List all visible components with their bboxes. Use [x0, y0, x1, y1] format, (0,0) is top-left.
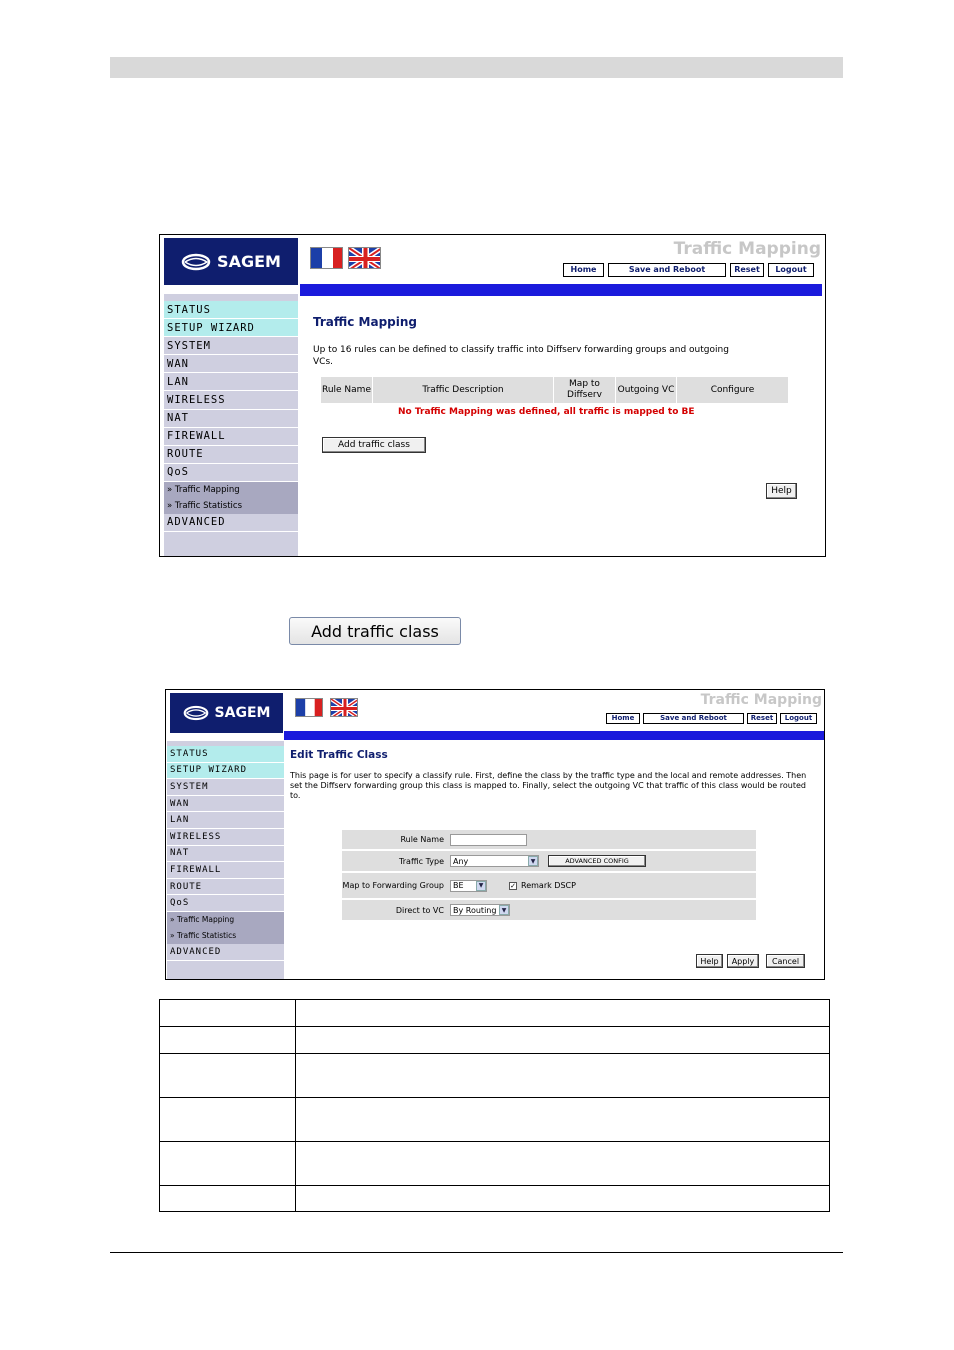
col-rule-name: Rule Name — [321, 377, 373, 404]
direct-to-vc-select[interactable] — [450, 904, 510, 916]
form-row-direct-vc — [342, 900, 756, 920]
sidebar — [167, 741, 284, 980]
table-row — [160, 1142, 830, 1186]
map-forwarding-group-label: Map to Forwarding Group — [342, 881, 444, 890]
remark-dscp-label: Remark DSCP — [521, 881, 576, 890]
sidebar — [164, 294, 298, 556]
header-blue-bar — [284, 731, 824, 740]
remark-dscp-option — [509, 881, 576, 890]
french-flag-icon[interactable] — [310, 247, 343, 269]
rule-name-label: Rule Name — [400, 835, 444, 844]
main-content — [290, 749, 820, 801]
sidebar-item-wan[interactable]: WAN — [164, 355, 298, 373]
logout-button[interactable]: Logout — [768, 263, 814, 277]
col-outgoing-vc: Outgoing VC — [616, 377, 677, 404]
uk-flag-icon[interactable] — [330, 698, 358, 717]
sidebar-item-traffic-statistics[interactable]: » Traffic Statistics — [164, 498, 298, 514]
sagem-logo[interactable] — [164, 238, 298, 285]
top-nav — [563, 263, 814, 277]
sidebar-item-route[interactable]: ROUTE — [164, 446, 298, 464]
col-configure: Configure — [677, 377, 789, 404]
sidebar-item-route[interactable]: ROUTE — [167, 879, 284, 896]
content-description: Up to 16 rules can be defined to classify traffic into Diffserv forwarding groups and outgoing VCs. — [313, 345, 729, 367]
sidebar-item-setup-wizard[interactable]: SETUP WIZARD — [167, 763, 284, 780]
sidebar-item-wan[interactable]: WAN — [167, 796, 284, 813]
sidebar-item-traffic-mapping[interactable]: » Traffic Mapping — [164, 482, 298, 498]
home-button[interactable]: Home — [563, 263, 604, 277]
home-button[interactable]: Home — [606, 713, 640, 724]
form-row-traffic-type — [342, 851, 756, 873]
content-heading: Traffic Mapping — [313, 315, 418, 329]
sidebar-item-system[interactable]: SYSTEM — [164, 337, 298, 355]
sidebar-item-wireless[interactable]: WIRELESS — [167, 829, 284, 846]
sidebar-item-wireless[interactable]: WIRELESS — [164, 391, 298, 409]
traffic-type-label: Traffic Type — [399, 856, 444, 866]
sidebar-item-traffic-mapping[interactable]: » Traffic Mapping — [167, 912, 284, 928]
sagem-logo[interactable] — [170, 693, 283, 733]
sidebar-item-system[interactable]: SYSTEM — [167, 779, 284, 796]
sidebar-item-advanced[interactable]: ADVANCED — [167, 944, 284, 961]
advanced-config-button[interactable]: ADVANCED CONFIG — [548, 855, 646, 867]
page-footer-rule — [110, 1252, 843, 1253]
reset-button[interactable]: Reset — [730, 263, 764, 277]
reset-button[interactable]: Reset — [747, 713, 777, 724]
edit-traffic-class-form — [342, 830, 756, 920]
logout-button[interactable]: Logout — [780, 713, 817, 724]
table-row — [160, 1000, 830, 1027]
content-heading: Edit Traffic Class — [290, 749, 388, 761]
traffic-mapping-screenshot — [159, 234, 826, 557]
sagem-logo-icon — [181, 253, 211, 271]
brand-name: SAGEM — [217, 252, 281, 271]
edit-traffic-class-screenshot — [165, 689, 825, 980]
save-reboot-button[interactable]: Save and Reboot — [643, 713, 744, 724]
content-description: This page is for user to specify a classify rule. First, define the class by the traffic type and the local and remote addresses. Then set the Diffserv forwarding group this class is mapped to. Finally, select the outgoing VC that traffic of this class would be routed to. — [290, 771, 807, 800]
page-title: Traffic Mapping — [673, 239, 821, 259]
sidebar-item-firewall[interactable]: FIREWALL — [164, 428, 298, 446]
table-row — [160, 1098, 830, 1142]
sidebar-item-nat[interactable]: NAT — [164, 410, 298, 428]
sidebar-item-lan[interactable]: LAN — [164, 373, 298, 391]
table-row — [160, 1186, 830, 1212]
form-row-rule-name — [342, 830, 756, 851]
sagem-logo-icon — [183, 705, 209, 721]
save-reboot-button[interactable]: Save and Reboot — [608, 263, 726, 277]
forwarding-group-value: BE — [453, 881, 464, 890]
chevron-down-icon: ▼ — [499, 905, 509, 915]
remark-dscp-checkbox[interactable]: ✓ — [510, 881, 516, 890]
forwarding-group-select[interactable] — [450, 880, 487, 892]
direct-to-vc-value: By Routing — [453, 905, 497, 915]
traffic-rules-table — [320, 376, 789, 404]
help-button[interactable]: Help — [696, 954, 723, 968]
no-mapping-warning: No Traffic Mapping was defined, all traffic is mapped to BE — [398, 407, 695, 417]
form-row-forwarding-group — [342, 873, 756, 900]
sidebar-item-status[interactable]: STATUS — [164, 301, 298, 319]
page-header-bar — [110, 57, 843, 78]
traffic-type-select[interactable] — [450, 855, 539, 867]
brand-name: SAGEM — [214, 705, 271, 721]
french-flag-icon[interactable] — [295, 698, 323, 717]
sidebar-item-qos[interactable]: QoS — [164, 464, 298, 482]
field-description-table — [159, 999, 830, 1212]
main-content — [313, 315, 813, 368]
table-row — [160, 1027, 830, 1054]
sidebar-item-status[interactable]: STATUS — [167, 746, 284, 763]
table-row — [160, 1054, 830, 1098]
direct-to-vc-label: Direct to VC — [395, 905, 444, 915]
top-nav — [606, 713, 817, 724]
uk-flag-icon[interactable] — [348, 247, 381, 269]
sidebar-item-advanced[interactable]: ADVANCED — [164, 514, 298, 532]
add-traffic-class-button-enlarged[interactable]: Add traffic class — [289, 617, 461, 645]
sidebar-item-traffic-statistics[interactable]: » Traffic Statistics — [167, 928, 284, 944]
add-traffic-class-button[interactable]: Add traffic class — [322, 437, 426, 453]
apply-button[interactable]: Apply — [727, 954, 759, 968]
cancel-button[interactable]: Cancel — [766, 954, 805, 968]
header-blue-bar — [300, 284, 822, 296]
col-map-diffserv: Map to Diffserv — [554, 377, 616, 404]
sidebar-item-setup-wizard[interactable]: SETUP WIZARD — [164, 319, 298, 337]
col-traffic-description: Traffic Description — [373, 377, 554, 404]
sidebar-item-firewall[interactable]: FIREWALL — [167, 862, 284, 879]
help-button[interactable]: Help — [766, 483, 797, 499]
table-header-row — [321, 377, 789, 404]
chevron-down-icon: ▼ — [528, 856, 538, 866]
traffic-type-value: Any — [453, 856, 469, 866]
sidebar-item-qos[interactable]: QoS — [167, 895, 284, 912]
page-title: Traffic Mapping — [700, 692, 822, 708]
chevron-down-icon: ▼ — [476, 881, 486, 891]
sidebar-item-lan[interactable]: LAN — [167, 812, 284, 829]
sidebar-item-nat[interactable]: NAT — [167, 846, 284, 863]
rule-name-input[interactable] — [450, 834, 527, 846]
